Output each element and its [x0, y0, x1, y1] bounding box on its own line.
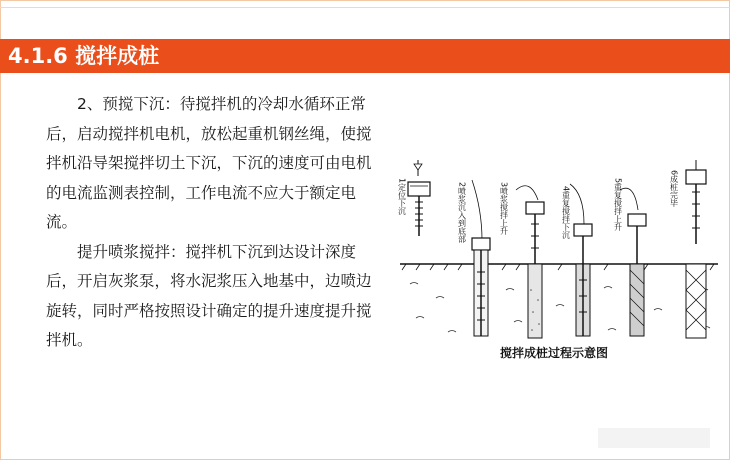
step-3-rig: [516, 186, 544, 338]
section-title: 4.1.6 搅拌成桩: [8, 44, 160, 68]
ground-hatch: [402, 264, 714, 270]
pile-process-diagram: [396, 160, 720, 350]
step-label-1: 1定位下沉: [397, 178, 407, 216]
figure-caption: 搅拌成桩过程示意图: [500, 346, 609, 360]
body-text: [46, 90, 386, 356]
step-label-3: 3喷浆搅拌上升: [499, 182, 509, 236]
soil-marks: [410, 283, 710, 333]
footer-placeholder: [598, 428, 710, 448]
step-label-6: 6成桩完毕: [669, 170, 679, 208]
step-1-rig: [408, 160, 430, 236]
paragraph-pre-stir-sinking: 2、预搅下沉：待搅拌机的冷却水循环正常后，启动搅拌机电机，放松起重机钢丝绳，使搅拌机沿导架搅拌切土下沉，下沉的速度可由电机的电流监测表控制，工作电流不应大于额定电流。: [46, 95, 372, 231]
top-divider: [0, 7, 730, 8]
step-4-rig: [570, 184, 592, 336]
section-title-bar: [0, 39, 730, 73]
step-2-rig: [472, 180, 490, 336]
step-6-rig: [686, 160, 706, 338]
step-label-4: 4重复搅拌下沉: [561, 186, 571, 240]
paragraph-lift-grouting: 提升喷浆搅拌：搅拌机下沉到达设计深度后，开启灰浆泵，将水泥浆压入地基中，边喷边旋转，同时严格按照设计确定的提升速度提升搅拌机。: [46, 242, 372, 349]
step-label-2: 2喷浆沉入到底部: [457, 182, 467, 244]
step-label-5: 5重复搅拌上升: [613, 178, 623, 232]
step-5-rig: [620, 188, 646, 336]
